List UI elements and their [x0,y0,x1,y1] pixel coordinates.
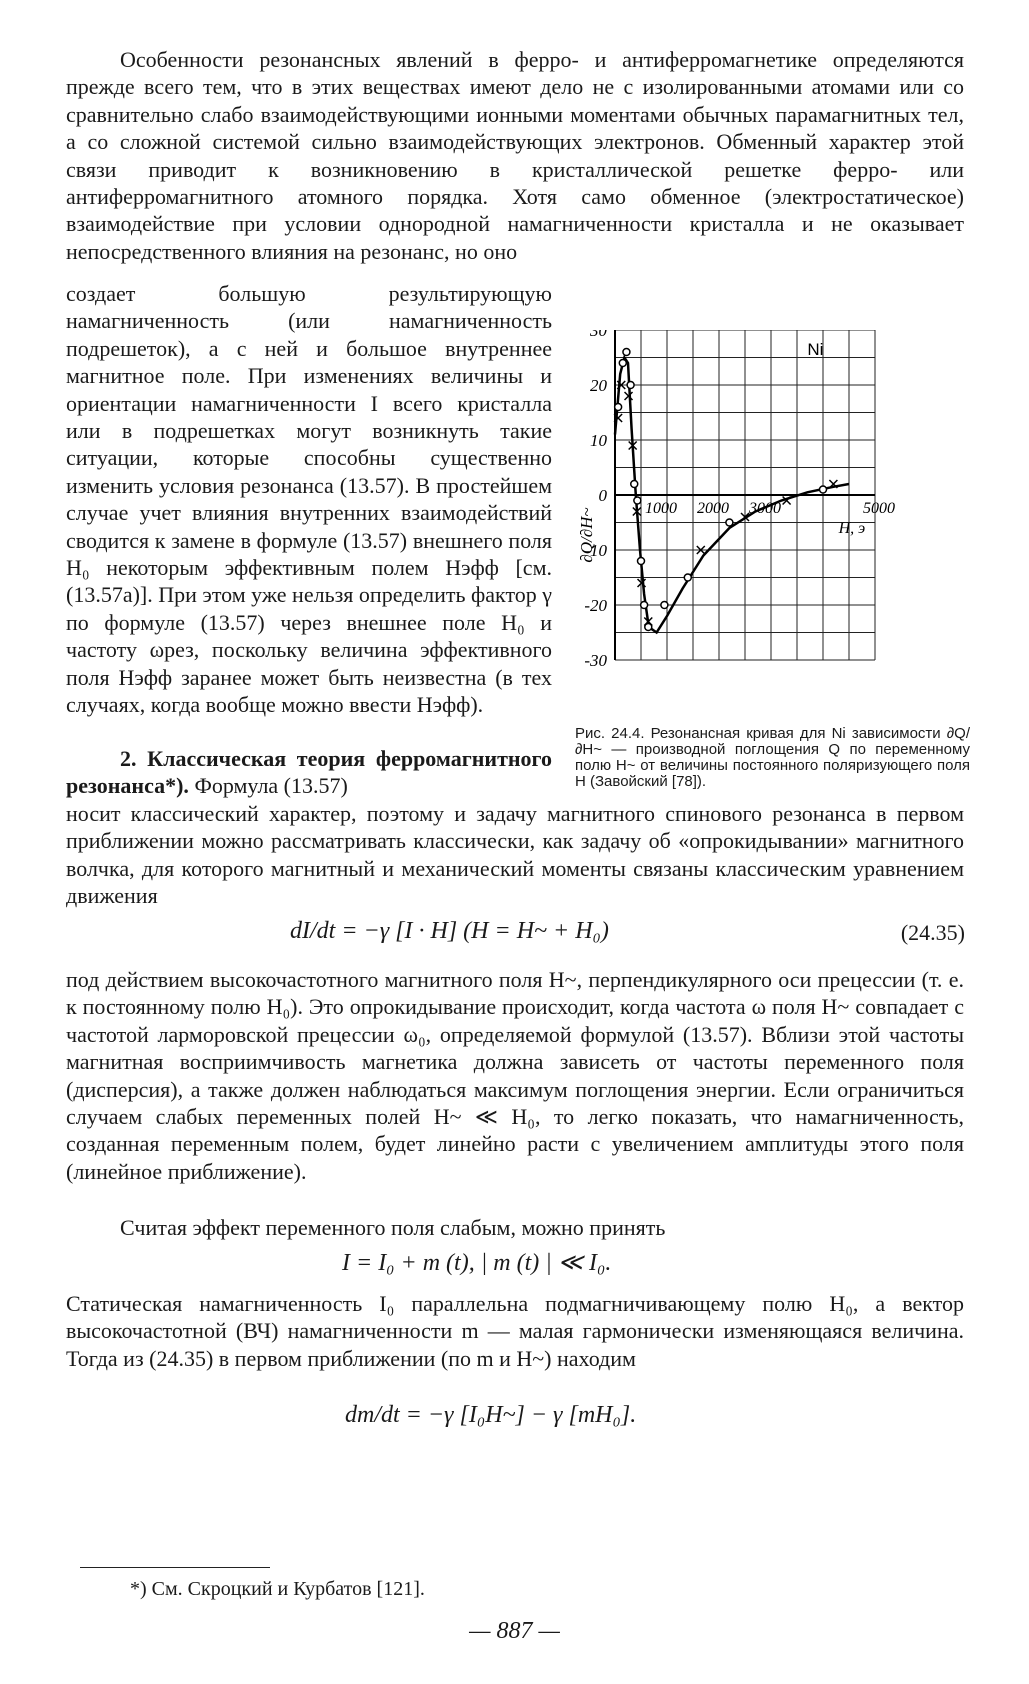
x-tick-label: 1000 [645,500,677,517]
equation-dm-dt: dm/dt = −γ [I₀H~] − γ [mH₀]. [345,1402,637,1428]
data-point-circle [627,382,634,389]
data-point-circle [623,349,630,356]
y-axis-label: ∂Q/∂H~ [580,507,596,563]
paragraph-static: Статическая намагниченность I₀ параллельна подмагничивающему полю H₀, а вектор высокочастотной (ВЧ) намагниченности m — малая гармонически изменяющаяся величина. Тогда из (24.35) в первом приближении (по m и H~) находим [66,1291,964,1371]
y-tick-label: 30 [590,330,607,340]
x-axis-label: H, э [838,520,866,537]
data-point-circle [638,558,645,565]
resonance-chart [580,330,960,710]
figure-caption: Рис. 24.4. Резонансная кривая для Ni зависимости ∂Q/∂H~ — производной поглощения Q по переменному полю H~ от величины постоянного поляризующего поля H (Завойский [78]). [575,725,970,790]
data-point-circle [631,481,638,488]
data-point-circle [641,602,648,609]
y-tick-label: 0 [598,486,607,505]
y-tick-label: -20 [584,596,607,615]
x-tick-label: 2000 [697,500,729,517]
data-point-circle [615,404,622,411]
paragraph-classical: носит классический характер, поэтому и задачу магнитного спинового резонанса в первом приближении можно рассматривать классически, как задачу об «опрокидывании» магнитного волчка, для которого магнитный и механический моменты связаны классическим уравнением движения [66,801,964,909]
paragraph-2-start: Формула (13.57) [194,773,348,799]
resonance-chart-svg [580,330,960,710]
x-tick-label: 5000 [863,500,895,517]
section-heading: 2. Классическая теория ферромагнитного резонанса*). [66,746,552,799]
y-tick-label: 10 [590,431,607,450]
footnote-divider [80,1567,270,1568]
equation-number: (24.35) [900,920,965,945]
y-tick-label: -10 [584,541,607,560]
data-point-circle [634,497,641,504]
x-tick-label: 3000 [749,500,781,517]
data-point-circle [820,486,827,493]
paragraph-hf-field: под действием высокочастотного магнитного поля H~, перпендикулярного оси прецессии (т. е. к постоянному полю H₀). Это опрокидывание происходит, когда частота ω поля H~ совпадает с частотой ларморовской прецессии ω₀, определяемой формулой (13.57). Вблизи этой частоты магнитная восприимчивость магнетика должна зависеть от частоты переменного поля (дисперсия), а также должен наблюдаться максимум поглощения энергии. Если ограничиться случаем слабых переменных полей H~ ≪ H₀, то легко показать, что намагниченность, созданная переменным полем, будет линейно расти с увеличением амплитуды этого поля (линейное приближение). [66,967,964,1184]
paragraph-intro: Особенности резонансных явлений в ферро- и антиферромагнетике определяются прежде всего тем, что в этих веществах имеют дело не с изолированными атомами или со сравнительно слабо взаимодействующими ионными моментами обычных парамагнитных тел, а со сложной системой сильно взаимодействующих электронов. Обменный характер этой связи приводит к возникновению в кристаллической решетке ферро- или антиферромагнитного атомного порядка. Хотя само обменное (электростатическое) взаимодействие при условии однородной намагниченности кристалла и не оказывает непосредственного влияния на резонанс, но оно [66,47,964,264]
footnote: *) См. Скроцкий и Курбатов [121]. [130,1578,425,1600]
section-heading-block [66,745,552,800]
data-point-circle [726,519,733,526]
page-number: — 887 — [469,1618,560,1644]
equation-magnetization: I = I₀ + m (t), | m (t) | ≪ I₀. [342,1250,612,1276]
chart-annotation: Ni [807,339,824,359]
y-tick-label: -30 [584,651,607,670]
data-point-circle [684,574,691,581]
equation-motion: dI/dt = −γ [I · H] (H = H~ + H₀) [290,918,609,944]
data-point-circle [661,602,668,609]
y-tick-label: 20 [590,376,607,395]
paragraph-intro-continued: создает большую результирующую намагниченность (или намагниченность подрешеток), а с ней и большое внутреннее магнитное поле. При изменениях величины и ориентации намагниченности I всего кристалла или в подрешетках могут возникнуть такие ситуации, которые способны существенно изменить условия резонанса (13.57). В простейшем случае учет влияния внутренних взаимодействий сводится к замене в формуле (13.57) внешнего поля H₀ некоторым эффективным полем Hэфф [см. (13.57а)]. При этом уже нельзя определить фактор γ по формуле (13.57) через внешнее поле H₀ и частоту ωрез, поскольку величина эффективного поля Hэфф заранее может быть неизвестна (в тех случаях, когда вообще можно ввести Hэфф). [66,281,552,718]
paragraph-weak-field: Считая эффект переменного поля слабым, можно принять [120,1215,666,1240]
data-point-circle [619,360,626,367]
